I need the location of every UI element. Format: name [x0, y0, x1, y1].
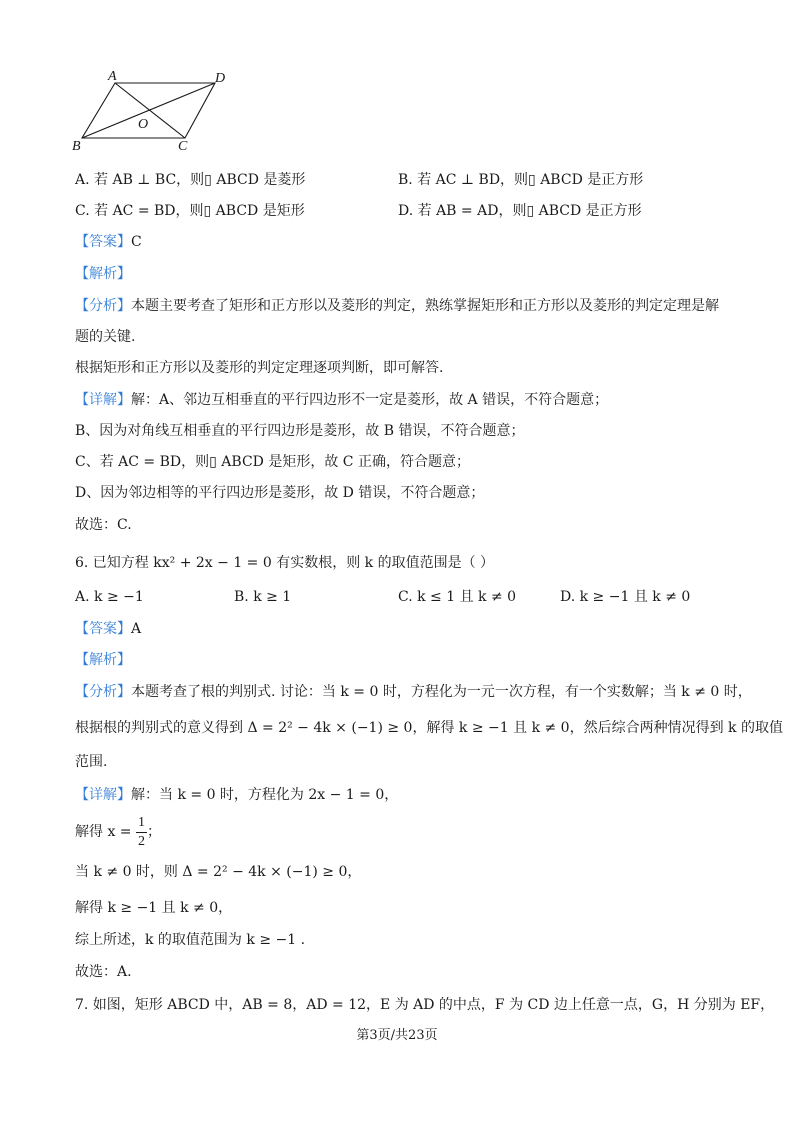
q6-detail-line-1 — [75, 785, 398, 805]
q6-detail-line-5: 综上所述，k 的取值范围为 k ≥ −1 . — [75, 932, 306, 948]
q6-detail-line-6: 故选：A. — [75, 964, 132, 980]
fraction-denominator: 2 — [137, 833, 145, 849]
q5-option-c: C. 若 AC = BD，则▯ ABCD 是矩形 — [75, 203, 305, 219]
q5-answer — [75, 232, 142, 252]
solve-prefix: 解得 x = — [75, 824, 132, 840]
diagonal-ac — [115, 83, 185, 138]
q6-answer — [75, 619, 141, 639]
q5-fenxi-line-3: 根据矩形和正方形以及菱形的判定定理逐项判断，即可解答. — [75, 360, 444, 376]
q5-option-b: B. 若 AC ⊥ BD，则▯ ABCD 是正方形 — [398, 172, 644, 188]
q6-option-d: D. k ≥ −1 且 k ≠ 0 — [560, 589, 691, 605]
q5-detail-line-3: C、若 AC = BD，则▯ ABCD 是矩形，故 C 正确，符合题意； — [75, 454, 470, 470]
label-d: D — [215, 71, 226, 86]
q6-fenxi-line-2: 根据根的判别式的意义得到 Δ = 2² − 4k × (−1) ≥ 0，解得 k ≥ −1 且 k ≠ 0，然后综合两种情况得到 k 的取值 — [75, 720, 783, 736]
q7-stem: 7. 如图，矩形 ABCD 中，AB = 8，AD = 12，E 为 AD 的中点，F 为 CD 边上任意一点，G，H 分别为 EF， — [75, 997, 775, 1013]
answer-value: A — [131, 621, 142, 637]
q6-stem: 6. 已知方程 kx² + 2x − 1 = 0 有实数根，则 k 的取值范围是（ ） — [75, 555, 495, 571]
q5-detail-line-2: B、因为对角线互相垂直的平行四边形是菱形，故 B 错误，不符合题意； — [75, 423, 525, 439]
q6-detail-line-4: 解得 k ≥ −1 且 k ≠ 0， — [75, 900, 233, 916]
q5-option-d: D. 若 AB = AD，则▯ ABCD 是正方形 — [398, 203, 642, 219]
q5-analysis-tag: 【解析】 — [75, 266, 131, 282]
q5-fenxi-line-2: 题的关键. — [75, 329, 136, 345]
label-o: O — [138, 117, 149, 132]
fenxi-text: 本题主要考查了矩形和正方形以及菱形的判定，熟练掌握矩形和正方形以及菱形的判定定理是解 — [131, 298, 719, 314]
q5-detail-line-1 — [75, 390, 608, 410]
q5-fenxi-line-1 — [75, 296, 719, 316]
q5-detail-line-5: 故选：C. — [75, 517, 132, 533]
q6-detail-line-3: 当 k ≠ 0 时，则 Δ = 2² − 4k × (−1) ≥ 0， — [75, 864, 362, 880]
q5-option-a: A. 若 AB ⊥ BC，则▯ ABCD 是菱形 — [75, 172, 306, 188]
diagonal-bd — [82, 83, 215, 138]
q6-option-b: B. k ≥ 1 — [234, 589, 292, 605]
label-a: A — [108, 69, 117, 84]
answer-tag: 【答案】 — [75, 621, 131, 637]
page-footer: 第3页/共23页 — [356, 1028, 438, 1043]
q6-option-a: A. k ≥ −1 — [75, 589, 144, 605]
detail-text: 解：A、邻边互相垂直的平行四边形不一定是菱形，故 A 错误，不符合题意； — [131, 392, 609, 408]
q6-fenxi-line-3: 范围. — [75, 754, 108, 770]
fraction-one-half — [136, 814, 147, 851]
q5-detail-line-4: D、因为邻边相等的平行四边形是菱形，故 D 错误，不符合题意； — [75, 485, 485, 501]
label-b: B — [72, 139, 81, 154]
answer-tag: 【答案】 — [75, 234, 131, 250]
fraction-numerator: 1 — [136, 814, 147, 833]
fenxi-text: 本题考查了根的判别式. 讨论：当 k = 0 时，方程化为一元一次方程，有一个实数解；当 k ≠ 0 时， — [131, 684, 752, 700]
parallelogram-figure — [70, 68, 240, 154]
q6-analysis-tag: 【解析】 — [75, 652, 131, 668]
fenxi-tag: 【分析】 — [75, 298, 131, 314]
q6-detail-line-2 — [75, 812, 161, 852]
solve-suffix: ； — [146, 824, 161, 840]
xiangjie-tag: 【详解】 — [75, 787, 131, 803]
xiangjie-tag: 【详解】 — [75, 392, 131, 408]
answer-value: C — [131, 234, 142, 250]
q6-option-c: C. k ≤ 1 且 k ≠ 0 — [398, 589, 517, 605]
label-c: C — [178, 139, 188, 154]
q6-fenxi-line-1 — [75, 682, 752, 702]
fenxi-tag: 【分析】 — [75, 684, 131, 700]
detail-text: 解：当 k = 0 时，方程化为 2x − 1 = 0， — [131, 787, 399, 803]
